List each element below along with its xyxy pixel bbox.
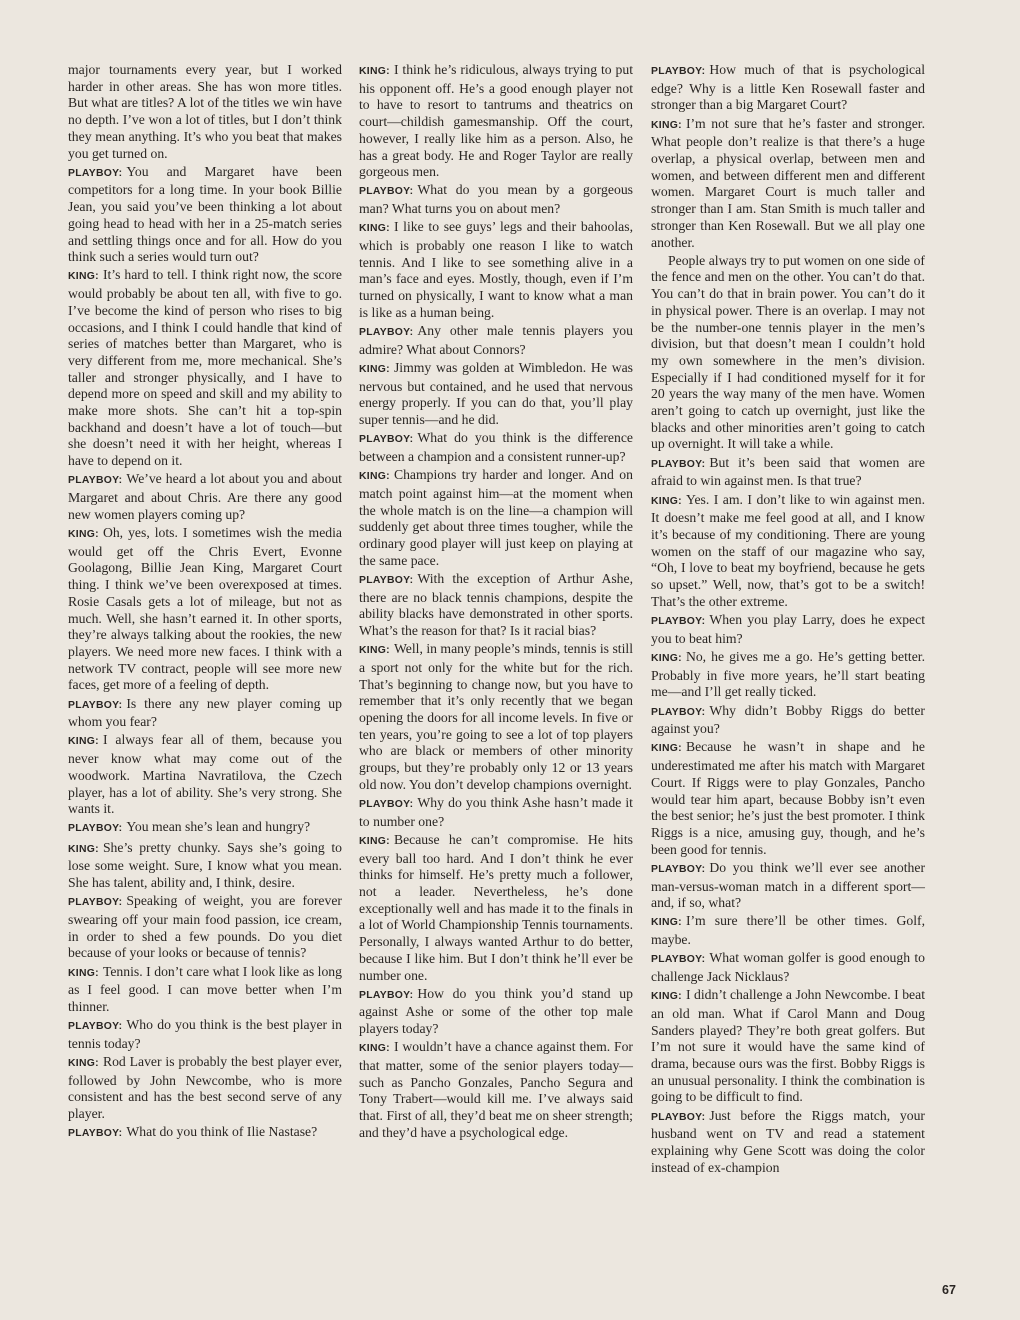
speaker-label: KING:: [359, 645, 390, 657]
interview-paragraph: [68, 471, 342, 523]
paragraph-text: Is there any new player coming up whom you fear?: [68, 695, 342, 730]
text-column-2: [359, 62, 633, 1143]
interview-paragraph: [359, 641, 633, 793]
paragraph-text: What woman golfer is good enough to challenge Jack Nicklaus?: [651, 950, 925, 985]
paragraph-text: No, he gives me a go. He’s getting better. Probably in five more years, he’ll start beating me—and I’ll get really ticked.: [651, 648, 925, 700]
speaker-label: KING:: [359, 471, 390, 483]
speaker-label: KING:: [651, 495, 682, 507]
speaker-label: KING:: [651, 119, 682, 131]
speaker-label: KING:: [359, 66, 390, 77]
paragraph-text: I’m sure there’ll be other times. Golf, maybe.: [651, 913, 925, 948]
interview-paragraph: [359, 62, 633, 181]
interview-paragraph: [68, 164, 342, 266]
speaker-label: KING:: [359, 223, 390, 235]
interview-paragraph: [359, 182, 633, 217]
text-column-1: [68, 62, 342, 1145]
paragraph-text: With the exception of Arthur Ashe, there are no black tennis champions, despite the ability blacks have demonstrated in other sports. What’s the reason for that? Is it racial bias?: [359, 570, 633, 638]
paragraph-text: Do you think we’ll ever see another man-versus-woman match in a different sport—and, if so, what?: [651, 859, 925, 911]
paragraph-text: Well, in many people’s minds, tennis is still a sport not only for the white but for the rich. That’s beginning to change now, but you have to remember that it’s only recently that we began opening the doors for all income levels. In five or ten years, you’re going to see a lot of top players who are black or members of other minority groups, but they’re probably only 12 or 13 years old now. You don’t develop champions overnight.: [359, 641, 633, 792]
speaker-label: PLAYBOY:: [651, 616, 706, 627]
speaker-label: PLAYBOY:: [651, 1111, 706, 1123]
paragraph-text: I’m not sure that he’s faster and stronger. What people don’t realize is that there’s a huge overlap, a physical overlap, between men and women, and between different men and different women. Margaret Court is much taller and stronger than I am. Stan Smith is much taller and stronger than Ken Rosewall. But we all play one another.: [651, 115, 925, 250]
interview-paragraph: [651, 116, 925, 252]
speaker-label: PLAYBOY:: [651, 954, 706, 966]
speaker-label: KING:: [651, 991, 682, 1003]
paragraph-text: Who do you think is the best player in tennis today?: [68, 1017, 342, 1051]
interview-paragraph: [651, 612, 925, 647]
interview-paragraph: [359, 430, 633, 465]
speaker-label: KING:: [68, 271, 99, 283]
interview-paragraph: [68, 964, 342, 1016]
paragraph-text: You mean she’s lean and hungry?: [126, 819, 311, 835]
speaker-label: PLAYBOY:: [359, 434, 414, 446]
speaker-label: KING:: [651, 652, 682, 664]
paragraph-text: Rod Laver is probably the best player ever, followed by John Newcombe, who is more consistent and has the best second serve of any player.: [68, 1054, 342, 1122]
interview-paragraph: [359, 467, 633, 569]
speaker-label: PLAYBOY:: [651, 863, 706, 875]
paragraph-text: Why do you think Ashe hasn’t made it to number one?: [359, 795, 633, 829]
speaker-label: PLAYBOY:: [359, 186, 414, 198]
speaker-label: PLAYBOY:: [68, 699, 123, 711]
interview-paragraph: [68, 732, 342, 818]
interview-paragraph: [651, 913, 925, 948]
speaker-label: KING:: [651, 743, 682, 755]
interview-paragraph: [68, 1017, 342, 1052]
paragraph-text: You and Margaret have been competitors for a long time. In your book Billie Jean, you said you’ve been thinking a lot about going head to head with her in a 25-match series and settling things once and for all. How do you think such a series would turn out?: [68, 163, 342, 265]
interview-paragraph: [651, 860, 925, 912]
paragraph-text: Because he wasn’t in shape and he underestimated me after his match with Margaret Court. If Riggs were to play Gonzales, Pancho would tear him apart, because Bobby isn’t even the best senior; he’s just the best promoter. I think Riggs is a nice, amusing guy, though, and he’s been good for tennis.: [651, 739, 925, 857]
paragraph-text: I think he’s ridiculous, always trying to put his opponent off. He’s a good enough player not to have to resort to tantrums and theatrics on court—childish gamesmanship. Off the court, however, I really like him as a person. Also, he has a great body. He and Roger Taylor are really gorgeous men.: [359, 62, 633, 180]
paragraph-text: I always fear all of them, because you never know what may come out of the woodwork. Martina Navratilova, the Czech player, has a lot of ability. She’s very strong. She wants it.: [68, 732, 342, 817]
paragraph-text: I didn’t challenge a John Newcombe. I beat an old man. What if Carol Mann and Doug Sanders played? They’re both great golfers. But I’m not sure it would have the same kind of drama, because ours was the first. Bobby Riggs is an unusual personality. I think the combination is going to be difficult to find.: [651, 987, 925, 1105]
paragraph-text: It’s hard to tell. I think right now, the score would probably be about ten all, with five to go. I’ve become the kind of person who rises to big occasions, and I think I could handle that kind of series of matches better than Margaret, who is very different from me, more mechanical. She’s taller and stronger physically, and I have to depend more on speed and skill and my ability to make more shots. She can’t hit a top-spin backhand and doesn’t have a lot of touch—but she doesn’t need it with her height, whereas I have to depend on it.: [68, 267, 342, 469]
interview-paragraph: [359, 832, 633, 984]
paragraph-text: What do you think of Ilie Nastase?: [126, 1124, 318, 1140]
speaker-label: PLAYBOY:: [68, 897, 123, 909]
speaker-label: PLAYBOY:: [651, 66, 706, 77]
paragraph-text: Yes. I am. I don’t like to win against men. It doesn’t make me feel good at all, and I know it’s because of my conditioning. There are young women on the staff of our magazine who say, “Oh, I love to beat my boyfriend, because he gets so upset.” Well, now, that’s got to be a switch! That’s the other extreme.: [651, 491, 925, 609]
speaker-label: PLAYBOY:: [68, 1128, 123, 1140]
paragraph-text: We’ve heard a lot about you and about Margaret and about Chris. Are there any good new women players coming up?: [68, 471, 342, 522]
speaker-label: PLAYBOY:: [68, 167, 123, 179]
interview-paragraph: [359, 219, 633, 321]
interview-paragraph: [651, 649, 925, 701]
interview-paragraph: [68, 62, 342, 162]
paragraph-text: Speaking of weight, you are forever swearing off your main food passion, ice cream, in order to shed a few pounds. Do you diet because of your looks or because of tennis?: [68, 893, 342, 961]
paragraph-text: major tournaments every year, but I worked harder in other areas. She has won more titles. But what are titles? A lot of the titles we win have no depth. I’ve won a lot of titles, but I don’t think they mean anything. It’s who you beat that makes you get turned on.: [68, 62, 342, 161]
interview-paragraph: [651, 739, 925, 858]
interview-paragraph: [651, 492, 925, 611]
interview-paragraph: [651, 987, 925, 1106]
paragraph-text: She’s pretty chunky. Says she’s going to lose some weight. Sure, I know what you mean. She has talent, ability and, I think, desire.: [68, 839, 342, 891]
speaker-label: PLAYBOY:: [68, 823, 123, 835]
speaker-label: KING:: [68, 528, 99, 540]
speaker-label: KING:: [359, 363, 390, 375]
interview-paragraph: [359, 323, 633, 358]
paragraph-text: Oh, yes, lots. I sometimes wish the media would get off the Chris Evert, Evonne Goolagong, Billie Jean King, Margaret Court thing. I think we’ve been overexposed at times. Rosie Casals gets a lot of mileage, but not as much. Well, she hasn’t earned it. In other sports, they’re always talking about the rookies, the new players. We need more new faces. I think with a network TV contract, people will see more new faces, get more of a feeling of depth.: [68, 524, 342, 693]
interview-paragraph: [651, 950, 925, 985]
speaker-label: KING:: [68, 1058, 99, 1070]
interview-paragraph: [68, 267, 342, 469]
speaker-label: PLAYBOY:: [359, 989, 414, 1001]
interview-paragraph: [651, 62, 925, 114]
interview-paragraph: [68, 525, 342, 694]
page-number: 67: [942, 1283, 956, 1297]
text-column-3: [651, 62, 925, 1178]
speaker-label: PLAYBOY:: [68, 1021, 123, 1033]
interview-paragraph: [68, 840, 342, 892]
speaker-label: KING:: [68, 736, 99, 748]
interview-paragraph: [651, 455, 925, 490]
interview-paragraph: [359, 1039, 633, 1141]
paragraph-text: When you play Larry, does he expect you to beat him?: [651, 612, 925, 646]
paragraph-text: I wouldn’t have a chance against them. For that matter, some of the senior players today—such as Pancho Gonzales, Pancho Segura and Tony Trabert—would kill me. I’ve always said that. First of all, they’d beat me on sheer strength; and they’d have a psychological edge.: [359, 1039, 633, 1140]
speaker-label: KING:: [68, 843, 99, 855]
interview-paragraph: [651, 1108, 925, 1177]
paragraph-text: Tennis. I don’t care what I look like as long as I feel good. I can move better when I’m thinner.: [68, 963, 342, 1014]
speaker-label: PLAYBOY:: [359, 799, 414, 811]
interview-paragraph: [68, 893, 342, 962]
interview-paragraph: [68, 1054, 342, 1123]
interview-paragraph: [651, 253, 925, 453]
paragraph-text: Any other male tennis players you admire? What about Connors?: [359, 323, 633, 357]
interview-paragraph: [359, 795, 633, 830]
paragraph-text: Why didn’t Bobby Riggs do better against you?: [651, 702, 925, 737]
paragraph-text: What do you think is the difference between a champion and a consistent runner-up?: [359, 430, 633, 464]
paragraph-text: Champions try harder and longer. And on match point against him—at the moment when the whole match is on the line—a champion will suddenly get about three times tougher, while the ordinary good player will just keep on playing at the same pace.: [359, 467, 633, 568]
paragraph-text: People always try to put women on one side of the fence and men on the other. You can’t do that. You can’t do that in brain power. You can’t do it in physical power. There is an overlap. I may not be the number-one tennis player in the men’s division, but that doesn’t mean I couldn’t hold my own somewhere in the men’s division. Especially if I had conditioned myself for it for 20 years the way many of the men have. Women aren’t going to catch up overnight, just like the blacks and other minorities aren’t going to catch up overnight. It will take a while.: [651, 252, 925, 452]
speaker-label: KING:: [651, 917, 682, 929]
interview-paragraph: [359, 986, 633, 1038]
paragraph-text: Just before the Riggs match, your husband went on TV and read a statement explaining why Gene Scott was doing the color instead of ex-champion: [651, 1107, 925, 1175]
speaker-label: KING:: [359, 835, 390, 847]
paragraph-text: What do you mean by a gorgeous man? What turns you on about men?: [359, 182, 633, 217]
interview-paragraph: [68, 819, 342, 838]
speaker-label: PLAYBOY:: [359, 327, 414, 339]
speaker-label: PLAYBOY:: [651, 458, 706, 470]
paragraph-text: Because he can’t compromise. He hits every ball too hard. And I don’t think he ever thinks for himself. He’s pretty much a follower, not a leader. Nevertheless, he’s done exceptionally well and has made it to the finals in a lot of World Championship Tennis tournaments. Personally, I always wanted Arthur to do better, because I like him. But I don’t think he’ll ever be number one.: [359, 831, 633, 983]
speaker-label: PLAYBOY:: [68, 475, 123, 487]
speaker-label: PLAYBOY:: [359, 574, 414, 586]
interview-paragraph: [359, 360, 633, 429]
speaker-label: PLAYBOY:: [651, 706, 706, 718]
speaker-label: KING:: [68, 967, 99, 979]
interview-paragraph: [68, 696, 342, 731]
interview-paragraph: [359, 571, 633, 640]
speaker-label: KING:: [359, 1043, 390, 1055]
interview-paragraph: [651, 703, 925, 738]
paragraph-text: I like to see guys’ legs and their bahoolas, which is probably one reason I like to watch tennis. And I like to see something alive in a man’s face and eyes. Mostly, though, even if I’m turned on physically, I want to know what a man is like as a human being.: [359, 219, 633, 320]
interview-paragraph: [68, 1124, 342, 1143]
paragraph-text: How much of that is psychological edge? Why is a little Ken Rosewall faster and stronger than a big Margaret Court?: [651, 62, 925, 113]
paragraph-text: But it’s been said that women are afraid to win against men. Is that true?: [651, 454, 925, 489]
paragraph-text: How do you think you’d stand up against Ashe or some of the other top male players today?: [359, 985, 633, 1037]
paragraph-text: Jimmy was golden at Wimbledon. He was nervous but contained, and he used that nervous energy properly. If you can do that, you’ll play super tennis—and he did.: [359, 359, 633, 428]
